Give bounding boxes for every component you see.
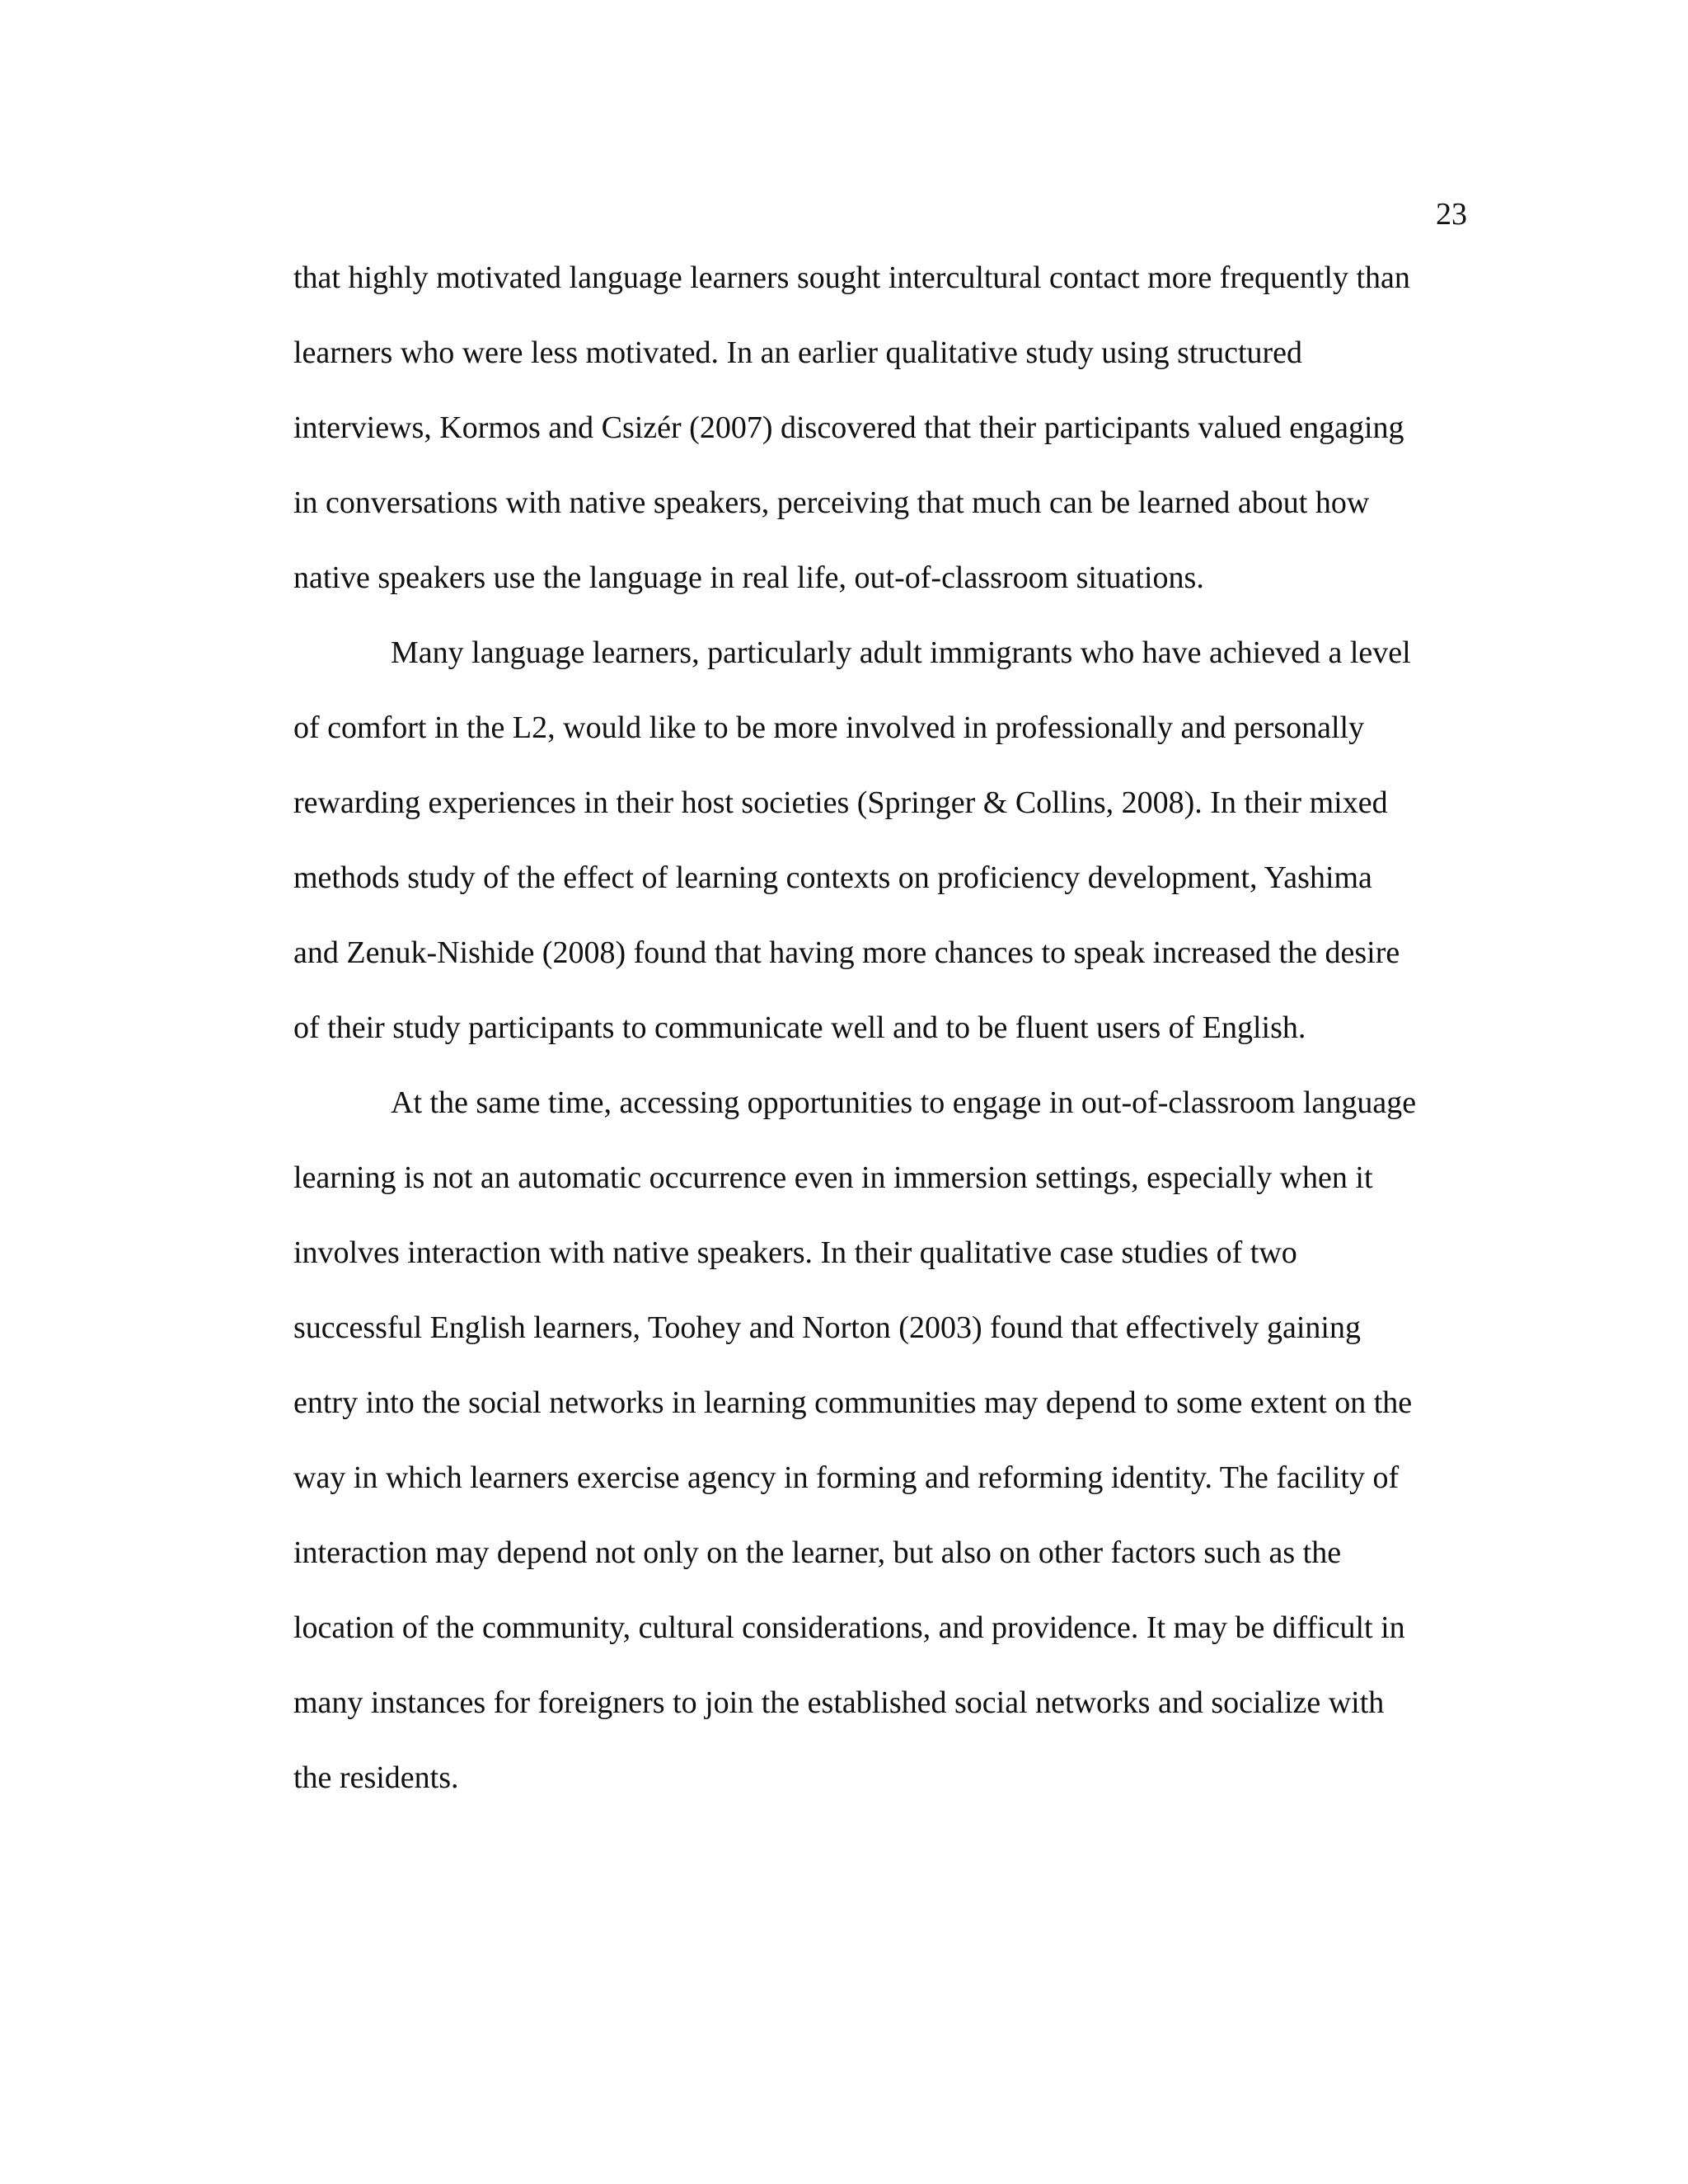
paragraph-line: At the same time, accessing opportunities to engage in out-of-classroom language [391,1085,1417,1120]
paragraph-3 [293,1076,1464,1826]
paragraph-line: of comfort in the L2, would like to be more involved in professionally and personally [293,710,1365,745]
paragraph-2 [293,626,1464,1076]
paragraph-line: way in which learners exercise agency in forming and reforming identity. The facility of [293,1460,1400,1495]
paragraph-line: Many language learners, particularly adult immigrants who have achieved a level [391,635,1411,670]
paragraph-line: rewarding experiences in their host societies (Springer & Collins, 2008). In their mixed [293,785,1388,820]
paragraph-line: location of the community, cultural considerations, and providence. It may be difficult in [293,1610,1405,1645]
paragraph-line: learners who were less motivated. In an earlier qualitative study using structured [293,335,1303,370]
paragraph-line: and Zenuk-Nishide (2008) found that having more chances to speak increased the desire [293,935,1400,970]
paragraph-line: entry into the social networks in learning communities may depend to some extent on the [293,1385,1413,1420]
paragraph-line: successful English learners, Toohey and Norton (2003) found that effectively gaining [293,1310,1361,1345]
body-text [293,251,1464,1826]
paragraph-line: learning is not an automatic occurrence even in immersion settings, especially when it [293,1160,1373,1195]
page-number: 23 [1436,197,1467,232]
paragraph-line: interviews, Kormos and Csizér (2007) discovered that their participants valued engaging [293,410,1404,445]
paragraph-line: involves interaction with native speakers. In their qualitative case studies of two [293,1235,1297,1270]
paragraph-1 [293,251,1464,626]
paragraph-line: of their study participants to communicate well and to be fluent users of English. [293,1010,1306,1045]
paragraph-line: many instances for foreigners to join the established social networks and socialize with [293,1685,1385,1720]
paragraph-line: interaction may depend not only on the learner, but also on other factors such as the [293,1535,1342,1570]
paragraph-line: that highly motivated language learners sought intercultural contact more frequently than [293,260,1410,295]
paragraph-line: methods study of the effect of learning contexts on proficiency development, Yashima [293,860,1372,895]
paragraph-line: in conversations with native speakers, perceiving that much can be learned about how [293,485,1370,520]
paragraph-line: the residents. [293,1760,459,1795]
paragraph-line: native speakers use the language in real life, out-of-classroom situations. [293,560,1204,595]
